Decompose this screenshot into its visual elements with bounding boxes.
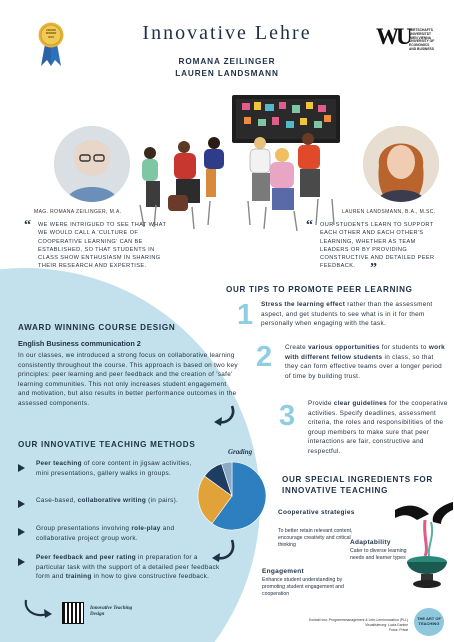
wu-logo-text-3: WIEN VIENNA	[409, 35, 431, 40]
tip-number-2: 2	[256, 341, 273, 373]
wu-logo	[376, 26, 442, 68]
badge-text-1: AWARD	[46, 29, 56, 32]
curved-arrow-icon	[210, 538, 236, 569]
wu-logo-text-4: UNIVERSITY OF	[409, 39, 435, 44]
author-2: LAUREN LANDSMANN	[175, 69, 279, 78]
method-item-4	[36, 553, 226, 582]
tip-1-bold: Stress the learning effect	[261, 301, 346, 308]
method-3-text: and collaborative project group work.	[36, 525, 175, 542]
adapt-text: Cater to diverse learning needs and learner types	[350, 548, 407, 562]
course-subheading: English Business communication 2	[18, 339, 141, 348]
coop-text: To better retain relevant content, encourage creativity and critical thinking	[278, 528, 353, 549]
tip-number-3: 3	[279, 400, 296, 432]
quote-close-icon: ”	[370, 261, 377, 276]
quote-lauren-landsmann: OUR STUDENTS LEARN TO SUPPORT EACH OTHER AND EACH OTHER'S LEARNING, WHETHER AS TEAM LEADERS OR BY PROVIDING CONSTRUCTIVE AND DETAILED PEER FEEDBACK.	[320, 222, 435, 270]
method-2-text: (in pairs).	[146, 497, 179, 504]
tip-2	[285, 343, 447, 381]
quote-open-icon: “	[306, 218, 313, 233]
tip-2-bold: various opportunities	[308, 344, 380, 351]
method-item-1	[36, 459, 196, 478]
coop-title: Cooperative strategies	[278, 509, 355, 516]
bullet-arrow-icon	[18, 558, 25, 566]
caption-romana-zeilinger: MAG. ROMANA ZEILINGER, M.A.	[34, 209, 122, 215]
tips-heading: OUR TIPS TO PROMOTE PEER LEARNING	[226, 285, 413, 294]
tip-2-pre: Create	[285, 344, 309, 351]
qr-code[interactable]	[62, 602, 84, 624]
tip-2-bold2: work with different fellow students	[285, 344, 445, 361]
tip-3	[308, 399, 448, 456]
method-3-pre: Group presentations involving	[36, 525, 132, 532]
engage-text: Enhance student understanding by promoting student engagement and cooperation	[262, 577, 344, 598]
bullet-arrow-icon	[18, 528, 25, 536]
method-4-text2: in how to give constructive feedback.	[91, 573, 210, 580]
photo-lauren-landsmann	[363, 126, 439, 202]
wu-logo-mark: WU	[376, 24, 410, 49]
badge-text-2: WINNER	[45, 32, 57, 36]
badge-text-3: 2024	[48, 35, 54, 39]
footer	[288, 618, 408, 633]
method-4-text: in preparation for a particular task with the support of a detailed peer feedback form and	[36, 554, 220, 580]
bullet-arrow-icon	[18, 464, 25, 472]
quote-romana-zeilinger: WE WERE INTRIGUED TO SEE THAT WHAT WE WOULD CALL A 'CULTURE OF COOPERATIVE LEARNING' CAN BE ESTABLISHED, SO THAT STUDENTS IN CLASS SHOW ENTHUSIASM IN SHARING THEIR RESEARCH AND EXPERTISE.	[38, 222, 167, 270]
tip-1	[261, 300, 447, 329]
method-1-bold: Peer teaching	[36, 460, 82, 467]
tip-2-text2: in class, so that they can form effective teams over a longer period of time by building trust.	[285, 353, 442, 380]
tip-2-text: for students to	[379, 344, 429, 351]
footer-line-3: Fotos: Privat	[388, 628, 408, 632]
chart-title: Grading	[228, 448, 253, 456]
tip-number-1: 1	[237, 299, 254, 331]
ingredients-heading: OUR SPECIAL INGREDIENTS FOR INNOVATIVE TEACHING	[282, 475, 433, 495]
grading-pie-chart	[196, 460, 268, 532]
wu-logo-text-5: ECONOMICS	[409, 43, 430, 48]
wu-logo-text-1: WIRTSCHAFTS	[409, 28, 433, 32]
curved-arrow-icon	[212, 402, 238, 433]
methods-heading: OUR INNOVATIVE TEACHING METHODS	[18, 440, 196, 449]
engage-title: Engagement	[262, 568, 305, 575]
method-1-text: of core content in jigsaw activities, mini presentations, gallery walks in groups.	[36, 460, 192, 477]
method-3-bold: role-play	[131, 525, 161, 532]
method-2-bold: collaborative writing	[77, 497, 147, 504]
tip-1-text: rather than the assessment aspect, and get students to see what is in it for them personally when engaging with the task.	[261, 301, 433, 327]
tip-3-pre: Provide	[308, 400, 334, 407]
course-heading: AWARD WINNING COURSE DESIGN	[18, 323, 176, 332]
footer-line-1: Kontakt von: Programmmanagement & Lehr-Lerninnovation (PLL)	[309, 618, 408, 622]
method-item-3	[36, 524, 206, 543]
tip-3-bold: clear guidelines	[333, 400, 387, 407]
method-4-bold2: training	[65, 573, 92, 580]
footer-line-2: Visualisierung: Lucia Ganine	[365, 623, 408, 627]
caption-lauren-landsmann: LAUREN LANDSMANN, B.A., M.SC.	[342, 209, 436, 215]
photo-romana-zeilinger	[54, 126, 130, 202]
tip-3-text: for the cooperative activities. Specify deadlines, assessment criteria, the roles and responsibilities of the group members to make sure that peer interactions are fair, constructive and respectful.	[308, 400, 448, 455]
course-text: In our classes, we introduced a strong focus on collaborative learning consistently throughout the course. This approach is based on two key principles: peer learning and peer feedback and the creation of 'safe' learning communities. This not only increases student engagement and motivation, but also results in better performance outcomes in the assessed components.	[18, 352, 238, 407]
qr-label: Innovative Teaching Design	[90, 606, 133, 617]
author-1: ROMANA ZEILINGER	[178, 57, 276, 66]
classroom-illustration	[132, 93, 344, 235]
method-2-pre: Case-based,	[36, 497, 78, 504]
poster-title: Innovative Lehre	[142, 22, 312, 44]
quote-open-icon: “	[24, 218, 31, 233]
wu-logo-text-6: AND BUSINESS	[409, 46, 434, 51]
wu-logo-text-2: UNIVERSITÄT	[409, 31, 431, 36]
potion-illustration	[395, 500, 453, 595]
bullet-arrow-icon	[18, 500, 25, 508]
method-4-bold: Peer feedback and peer rating	[36, 554, 136, 561]
adapt-title: Adaptability	[350, 539, 391, 546]
method-item-2	[36, 496, 196, 506]
art-of-teaching-logo: THE ART OF TEACHING	[414, 608, 444, 636]
curved-arrow-icon	[22, 598, 52, 625]
